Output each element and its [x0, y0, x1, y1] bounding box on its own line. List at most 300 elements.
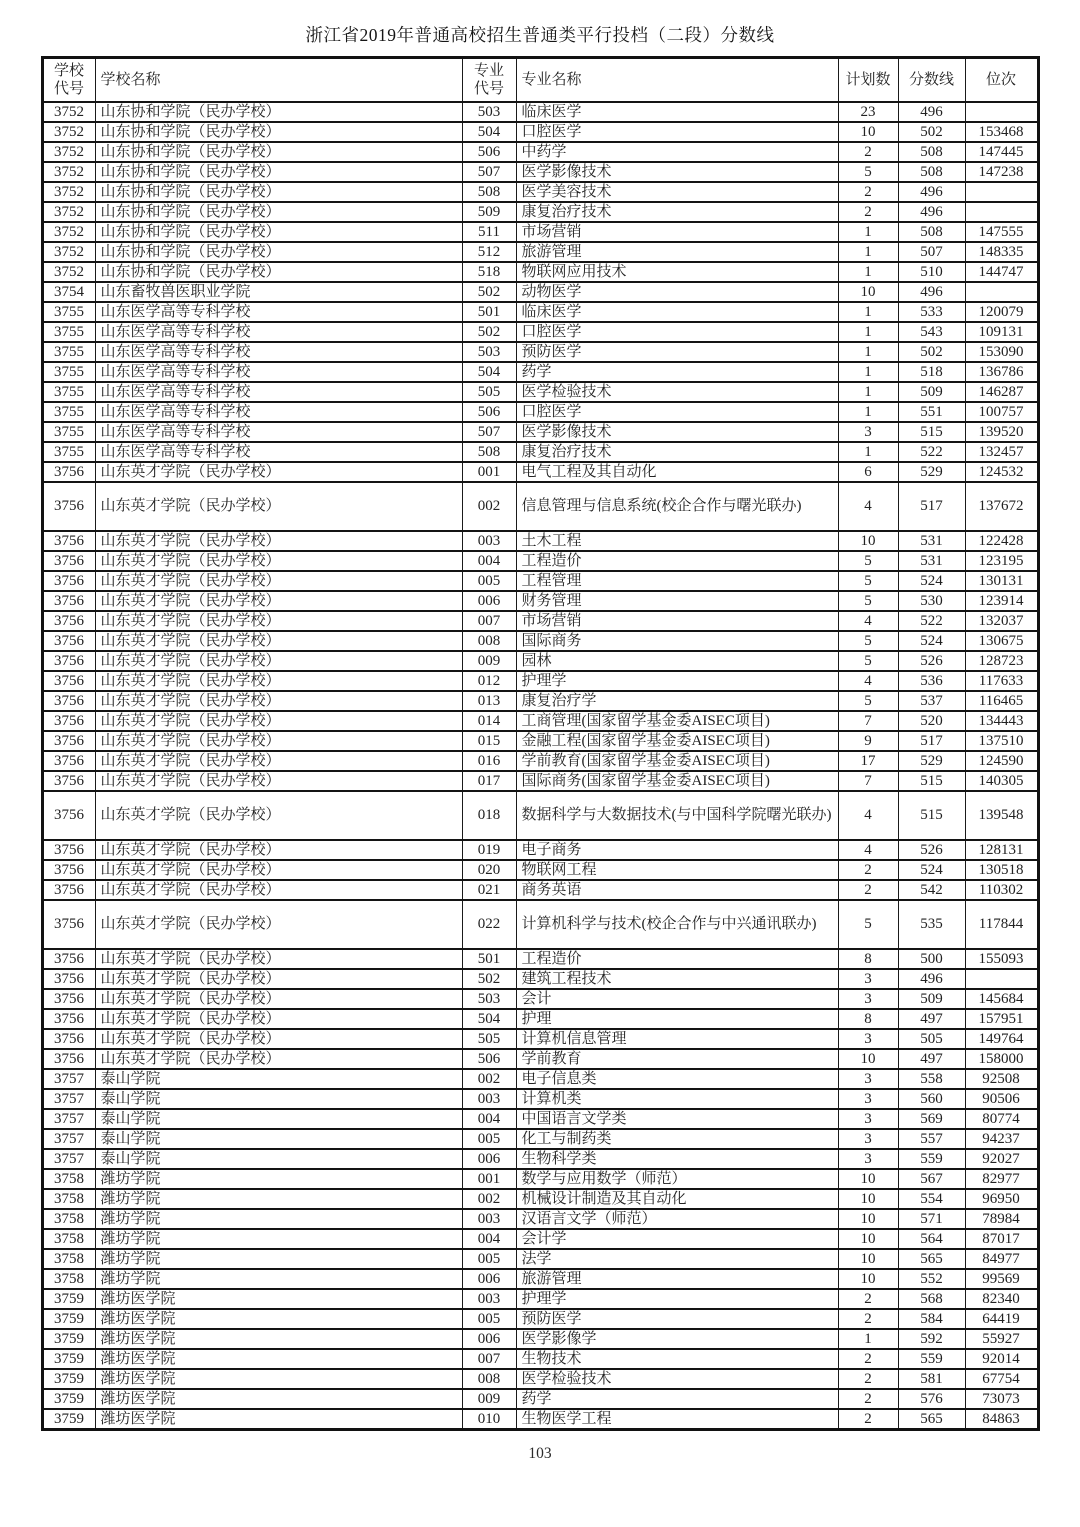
school-name-cell: 山东畜牧兽医职业学院	[95, 282, 462, 302]
table-row	[42, 422, 1038, 442]
school-code-cell: 3756	[42, 711, 95, 731]
major-code-cell: 002	[462, 482, 516, 531]
score-line-cell: 517	[898, 731, 965, 751]
major-code-cell: 507	[462, 162, 516, 182]
major-code-cell: 005	[462, 1309, 516, 1329]
school-code-cell: 3752	[42, 222, 95, 242]
major-name-cell: 临床医学	[516, 302, 838, 322]
school-code-cell: 3756	[42, 551, 95, 571]
school-name-cell: 泰山学院	[95, 1129, 462, 1149]
school-code-cell: 3759	[42, 1369, 95, 1389]
school-code-cell: 3752	[42, 262, 95, 282]
table-body	[42, 102, 1038, 1430]
score-table	[41, 56, 1040, 1431]
score-line-cell: 524	[898, 571, 965, 591]
major-name-cell: 会计学	[516, 1229, 838, 1249]
plan-count-cell: 7	[838, 771, 898, 791]
school-name-cell: 山东英才学院（民办学校）	[95, 751, 462, 771]
major-code-cell: 019	[462, 840, 516, 860]
rank-cell: 130518	[965, 860, 1038, 880]
plan-count-cell: 1	[838, 322, 898, 342]
major-name-cell: 护理	[516, 1009, 838, 1029]
plan-count-cell: 1	[838, 222, 898, 242]
plan-count-cell: 10	[838, 1229, 898, 1249]
major-name-cell: 园林	[516, 651, 838, 671]
major-name-cell: 电气工程及其自动化	[516, 462, 838, 482]
table-row	[42, 1389, 1038, 1409]
score-line-cell: 520	[898, 711, 965, 731]
major-name-cell: 口腔医学	[516, 402, 838, 422]
plan-count-cell: 2	[838, 142, 898, 162]
school-code-cell: 3756	[42, 771, 95, 791]
table-row	[42, 282, 1038, 302]
school-code-cell: 3755	[42, 382, 95, 402]
school-name-cell: 山东英才学院（民办学校）	[95, 671, 462, 691]
major-name-cell: 国际商务(国家留学基金委AISEC项目)	[516, 771, 838, 791]
major-code-cell: 013	[462, 691, 516, 711]
school-name-cell: 山东英才学院（民办学校）	[95, 482, 462, 531]
school-code-cell: 3756	[42, 1009, 95, 1029]
major-name-cell: 国际商务	[516, 631, 838, 651]
score-line-cell: 592	[898, 1329, 965, 1349]
school-name-cell: 潍坊医学院	[95, 1369, 462, 1389]
major-code-cell: 004	[462, 551, 516, 571]
score-line-cell: 505	[898, 1029, 965, 1049]
school-code-cell: 3757	[42, 1089, 95, 1109]
major-name-cell: 数据科学与大数据技术(与中国科学院曙光联办)	[516, 791, 838, 840]
school-code-cell: 3756	[42, 631, 95, 651]
table-row	[42, 102, 1038, 122]
table-row	[42, 969, 1038, 989]
school-name-cell: 山东英才学院（民办学校）	[95, 651, 462, 671]
score-line-cell: 496	[898, 182, 965, 202]
plan-count-cell: 2	[838, 182, 898, 202]
major-name-cell: 药学	[516, 1389, 838, 1409]
score-line-header: 分数线	[898, 58, 965, 102]
major-code-cell: 502	[462, 969, 516, 989]
score-line-cell: 509	[898, 382, 965, 402]
school-code-cell: 3756	[42, 671, 95, 691]
major-name-cell: 旅游管理	[516, 242, 838, 262]
rank-cell: 130131	[965, 571, 1038, 591]
major-code-cell: 509	[462, 202, 516, 222]
table-row	[42, 1369, 1038, 1389]
rank-cell: 84863	[965, 1409, 1038, 1430]
school-code-cell: 3757	[42, 1149, 95, 1169]
plan-count-cell: 2	[838, 1409, 898, 1430]
major-name-cell: 计算机信息管理	[516, 1029, 838, 1049]
score-line-cell: 557	[898, 1129, 965, 1149]
rank-cell: 117844	[965, 900, 1038, 949]
table-header	[42, 58, 1038, 102]
table-row	[42, 671, 1038, 691]
score-line-cell: 497	[898, 1049, 965, 1069]
major-name-cell: 化工与制药类	[516, 1129, 838, 1149]
rank-cell: 145684	[965, 989, 1038, 1009]
school-code-cell: 3756	[42, 591, 95, 611]
table-row	[42, 202, 1038, 222]
school-name-cell: 山东英才学院（民办学校）	[95, 1009, 462, 1029]
school-name-cell: 山东英才学院（民办学校）	[95, 860, 462, 880]
table-row	[42, 791, 1038, 840]
major-code-cell: 003	[462, 1089, 516, 1109]
score-line-cell: 531	[898, 531, 965, 551]
major-name-cell: 医学美容技术	[516, 182, 838, 202]
score-line-cell: 524	[898, 860, 965, 880]
plan-count-cell: 3	[838, 1029, 898, 1049]
major-code-cell: 504	[462, 1009, 516, 1029]
major-name-cell: 商务英语	[516, 880, 838, 900]
school-name-cell: 山东协和学院（民办学校）	[95, 182, 462, 202]
plan-count-cell: 3	[838, 989, 898, 1009]
school-code-cell: 3759	[42, 1309, 95, 1329]
rank-cell: 128131	[965, 840, 1038, 860]
school-code-cell: 3758	[42, 1229, 95, 1249]
major-name-cell: 预防医学	[516, 1309, 838, 1329]
school-name-cell: 泰山学院	[95, 1149, 462, 1169]
table-row	[42, 611, 1038, 631]
major-code-cell: 009	[462, 1389, 516, 1409]
major-code-cell: 006	[462, 1149, 516, 1169]
table-row	[42, 1209, 1038, 1229]
table-row	[42, 840, 1038, 860]
school-name-cell: 山东英才学院（民办学校）	[95, 531, 462, 551]
plan-count-cell: 5	[838, 651, 898, 671]
plan-count-cell: 2	[838, 202, 898, 222]
school-name-cell: 山东英才学院（民办学校）	[95, 551, 462, 571]
table-row	[42, 302, 1038, 322]
school-name-cell: 潍坊医学院	[95, 1389, 462, 1409]
plan-count-cell: 1	[838, 262, 898, 282]
major-code-cell: 501	[462, 302, 516, 322]
school-code-cell: 3752	[42, 162, 95, 182]
school-name-cell: 潍坊学院	[95, 1189, 462, 1209]
rank-cell: 90506	[965, 1089, 1038, 1109]
plan-count-cell: 4	[838, 482, 898, 531]
plan-count-cell: 1	[838, 1329, 898, 1349]
plan-count-cell: 7	[838, 711, 898, 731]
major-name-cell: 数学与应用数学（师范）	[516, 1169, 838, 1189]
rank-cell: 137510	[965, 731, 1038, 751]
score-line-cell: 515	[898, 422, 965, 442]
rank-cell: 132457	[965, 442, 1038, 462]
score-line-cell: 560	[898, 1089, 965, 1109]
school-code-cell: 3755	[42, 422, 95, 442]
table-row	[42, 731, 1038, 751]
school-name-cell: 潍坊医学院	[95, 1309, 462, 1329]
rank-cell: 82340	[965, 1289, 1038, 1309]
plan-count-cell: 3	[838, 1069, 898, 1089]
score-line-cell: 536	[898, 671, 965, 691]
rank-cell: 96950	[965, 1189, 1038, 1209]
score-line-cell: 496	[898, 202, 965, 222]
plan-count-cell: 5	[838, 631, 898, 651]
major-code-cell: 020	[462, 860, 516, 880]
rank-header: 位次	[965, 58, 1038, 102]
table-row	[42, 1109, 1038, 1129]
score-line-cell: 537	[898, 691, 965, 711]
major-name-cell: 临床医学	[516, 102, 838, 122]
school-code-cell: 3755	[42, 322, 95, 342]
plan-count-cell: 10	[838, 1169, 898, 1189]
plan-count-cell: 23	[838, 102, 898, 122]
rank-cell: 139520	[965, 422, 1038, 442]
school-code-cell: 3755	[42, 442, 95, 462]
rank-cell: 109131	[965, 322, 1038, 342]
major-name-cell: 医学影像技术	[516, 422, 838, 442]
score-line-cell: 533	[898, 302, 965, 322]
school-name-cell: 山东英才学院（民办学校）	[95, 771, 462, 791]
major-code-cell: 003	[462, 1289, 516, 1309]
school-code-cell: 3756	[42, 482, 95, 531]
school-name-cell: 山东英才学院（民办学校）	[95, 949, 462, 969]
score-line-cell: 531	[898, 551, 965, 571]
school-code-cell: 3755	[42, 362, 95, 382]
school-name-cell: 山东英才学院（民办学校）	[95, 571, 462, 591]
plan-count-cell: 5	[838, 900, 898, 949]
plan-count-cell: 1	[838, 362, 898, 382]
major-code-cell: 006	[462, 1269, 516, 1289]
rank-cell: 153468	[965, 122, 1038, 142]
score-line-cell: 508	[898, 142, 965, 162]
major-code-cell: 506	[462, 1049, 516, 1069]
score-line-cell: 559	[898, 1149, 965, 1169]
rank-cell: 67754	[965, 1369, 1038, 1389]
rank-cell: 136786	[965, 362, 1038, 382]
table-row	[42, 1349, 1038, 1369]
rank-cell: 147238	[965, 162, 1038, 182]
school-code-cell: 3756	[42, 860, 95, 880]
school-code-cell: 3756	[42, 651, 95, 671]
score-line-cell: 569	[898, 1109, 965, 1129]
score-line-cell: 542	[898, 880, 965, 900]
score-line-cell: 565	[898, 1249, 965, 1269]
school-code-cell: 3752	[42, 202, 95, 222]
school-code-cell: 3756	[42, 880, 95, 900]
rank-cell: 140305	[965, 771, 1038, 791]
plan-count-cell: 3	[838, 1129, 898, 1149]
school-code-cell: 3755	[42, 342, 95, 362]
page-number: 103	[528, 1444, 552, 1462]
school-name-cell: 潍坊学院	[95, 1229, 462, 1249]
school-name-cell: 潍坊医学院	[95, 1289, 462, 1309]
school-name-cell: 山东英才学院（民办学校）	[95, 691, 462, 711]
major-code-cell: 009	[462, 651, 516, 671]
school-name-cell: 山东英才学院（民办学校）	[95, 711, 462, 731]
school-code-cell: 3756	[42, 462, 95, 482]
score-line-cell: 565	[898, 1409, 965, 1430]
school-code-cell: 3756	[42, 989, 95, 1009]
rank-cell: 128723	[965, 651, 1038, 671]
plan-count-cell: 4	[838, 791, 898, 840]
school-name-cell: 山东医学高等专科学校	[95, 402, 462, 422]
school-name-cell: 山东医学高等专科学校	[95, 322, 462, 342]
rank-cell: 99569	[965, 1269, 1038, 1289]
major-name-cell: 学前教育(国家留学基金委AISEC项目)	[516, 751, 838, 771]
rank-cell: 155093	[965, 949, 1038, 969]
major-code-cell: 001	[462, 1169, 516, 1189]
plan-count-cell: 10	[838, 122, 898, 142]
major-name-cell: 金融工程(国家留学基金委AISEC项目)	[516, 731, 838, 751]
rank-cell: 82977	[965, 1169, 1038, 1189]
school-code-cell: 3758	[42, 1209, 95, 1229]
school-name-cell: 泰山学院	[95, 1069, 462, 1089]
school-code-cell: 3752	[42, 102, 95, 122]
school-name-cell: 山东协和学院（民办学校）	[95, 262, 462, 282]
table-row	[42, 462, 1038, 482]
table-row	[42, 1189, 1038, 1209]
major-code-cell: 002	[462, 1069, 516, 1089]
table-row	[42, 1029, 1038, 1049]
score-line-cell: 496	[898, 102, 965, 122]
major-name-cell: 财务管理	[516, 591, 838, 611]
major-code-cell: 504	[462, 122, 516, 142]
score-line-cell: 522	[898, 611, 965, 631]
major-name-cell: 动物医学	[516, 282, 838, 302]
school-code-cell: 3755	[42, 402, 95, 422]
school-name-cell: 山东英才学院（民办学校）	[95, 591, 462, 611]
major-name-cell: 建筑工程技术	[516, 969, 838, 989]
rank-cell: 87017	[965, 1229, 1038, 1249]
table-row	[42, 322, 1038, 342]
score-line-cell: 518	[898, 362, 965, 382]
rank-cell: 153090	[965, 342, 1038, 362]
major-code-cell: 003	[462, 1209, 516, 1229]
school-name-cell: 潍坊学院	[95, 1209, 462, 1229]
major-name-cell: 中药学	[516, 142, 838, 162]
school-name-cell: 山东协和学院（民办学校）	[95, 122, 462, 142]
major-name-cell: 信息管理与信息系统(校企合作与曙光联办)	[516, 482, 838, 531]
table-row	[42, 122, 1038, 142]
plan-count-cell: 10	[838, 1209, 898, 1229]
plan-count-cell: 1	[838, 302, 898, 322]
plan-count-cell: 1	[838, 442, 898, 462]
score-line-cell: 526	[898, 840, 965, 860]
plan-count-cell: 9	[838, 731, 898, 751]
school-name-cell: 山东协和学院（民办学校）	[95, 202, 462, 222]
score-line-cell: 500	[898, 949, 965, 969]
school-name-cell: 山东协和学院（民办学校）	[95, 142, 462, 162]
school-name-cell: 山东医学高等专科学校	[95, 382, 462, 402]
school-name-cell: 山东协和学院（民办学校）	[95, 162, 462, 182]
major-code-cell: 507	[462, 422, 516, 442]
plan-count-cell: 4	[838, 671, 898, 691]
rank-cell	[965, 182, 1038, 202]
rank-cell: 148335	[965, 242, 1038, 262]
table-row	[42, 651, 1038, 671]
table-row	[42, 551, 1038, 571]
table-row	[42, 1329, 1038, 1349]
major-name-cell: 医学检验技术	[516, 382, 838, 402]
school-code-cell: 3756	[42, 751, 95, 771]
major-code-cell: 501	[462, 949, 516, 969]
major-name-cell: 会计	[516, 989, 838, 1009]
score-line-cell: 535	[898, 900, 965, 949]
rank-cell: 84977	[965, 1249, 1038, 1269]
table-row	[42, 1229, 1038, 1249]
major-name-cell: 生物技术	[516, 1349, 838, 1369]
major-code-cell: 014	[462, 711, 516, 731]
table-row	[42, 860, 1038, 880]
table-row	[42, 1149, 1038, 1169]
table-row	[42, 242, 1038, 262]
school-code-cell: 3758	[42, 1269, 95, 1289]
major-name-cell: 计算机类	[516, 1089, 838, 1109]
school-code-cell: 3759	[42, 1329, 95, 1349]
major-code-cell: 001	[462, 462, 516, 482]
school-name-cell: 山东英才学院（民办学校）	[95, 989, 462, 1009]
school-code-cell: 3758	[42, 1249, 95, 1269]
table-row	[42, 362, 1038, 382]
rank-cell: 64419	[965, 1309, 1038, 1329]
rank-cell	[965, 282, 1038, 302]
school-name-cell: 山东协和学院（民办学校）	[95, 102, 462, 122]
score-line-cell: 529	[898, 751, 965, 771]
score-line-cell: 571	[898, 1209, 965, 1229]
major-code-cell: 007	[462, 611, 516, 631]
school-code-cell: 3755	[42, 302, 95, 322]
major-code-cell: 021	[462, 880, 516, 900]
table-row	[42, 1009, 1038, 1029]
table-row	[42, 771, 1038, 791]
score-line-cell: 558	[898, 1069, 965, 1089]
score-line-cell: 576	[898, 1389, 965, 1409]
score-line-cell: 510	[898, 262, 965, 282]
table-row	[42, 880, 1038, 900]
plan-count-cell: 2	[838, 1289, 898, 1309]
table-row	[42, 1289, 1038, 1309]
major-name-cell: 护理学	[516, 671, 838, 691]
score-line-cell: 526	[898, 651, 965, 671]
school-name-cell: 山东医学高等专科学校	[95, 302, 462, 322]
score-line-cell: 581	[898, 1369, 965, 1389]
plan-count-cell: 4	[838, 840, 898, 860]
table-row	[42, 1269, 1038, 1289]
table-row	[42, 691, 1038, 711]
school-code-cell: 3756	[42, 531, 95, 551]
table-row	[42, 342, 1038, 362]
major-code-cell: 004	[462, 1109, 516, 1129]
table-row	[42, 1169, 1038, 1189]
table-row	[42, 989, 1038, 1009]
rank-cell: 124532	[965, 462, 1038, 482]
school-name-cell: 山东英才学院（民办学校）	[95, 611, 462, 631]
table-row	[42, 182, 1038, 202]
rank-cell: 149764	[965, 1029, 1038, 1049]
plan-count-cell: 3	[838, 1149, 898, 1169]
school-code-cell: 3759	[42, 1289, 95, 1309]
major-code-cell: 005	[462, 571, 516, 591]
school-name-cell: 山东英才学院（民办学校）	[95, 900, 462, 949]
major-name-cell: 市场营销	[516, 222, 838, 242]
score-line-cell: 559	[898, 1349, 965, 1369]
table-row	[42, 1069, 1038, 1089]
major-name-cell: 医学检验技术	[516, 1369, 838, 1389]
table-row	[42, 1249, 1038, 1269]
school-name-cell: 山东英才学院（民办学校）	[95, 731, 462, 751]
page-title: 浙江省2019年普通高校招生普通类平行投档（二段）分数线	[305, 25, 775, 45]
rank-cell	[965, 102, 1038, 122]
major-code-cell: 504	[462, 362, 516, 382]
major-name-cell: 学前教育	[516, 1049, 838, 1069]
major-code-cell: 508	[462, 442, 516, 462]
major-code-cell: 508	[462, 182, 516, 202]
rank-cell: 147445	[965, 142, 1038, 162]
plan-count-cell: 3	[838, 1109, 898, 1129]
major-code-cell: 506	[462, 402, 516, 422]
plan-count-cell: 3	[838, 422, 898, 442]
school-name-cell: 山东医学高等专科学校	[95, 422, 462, 442]
